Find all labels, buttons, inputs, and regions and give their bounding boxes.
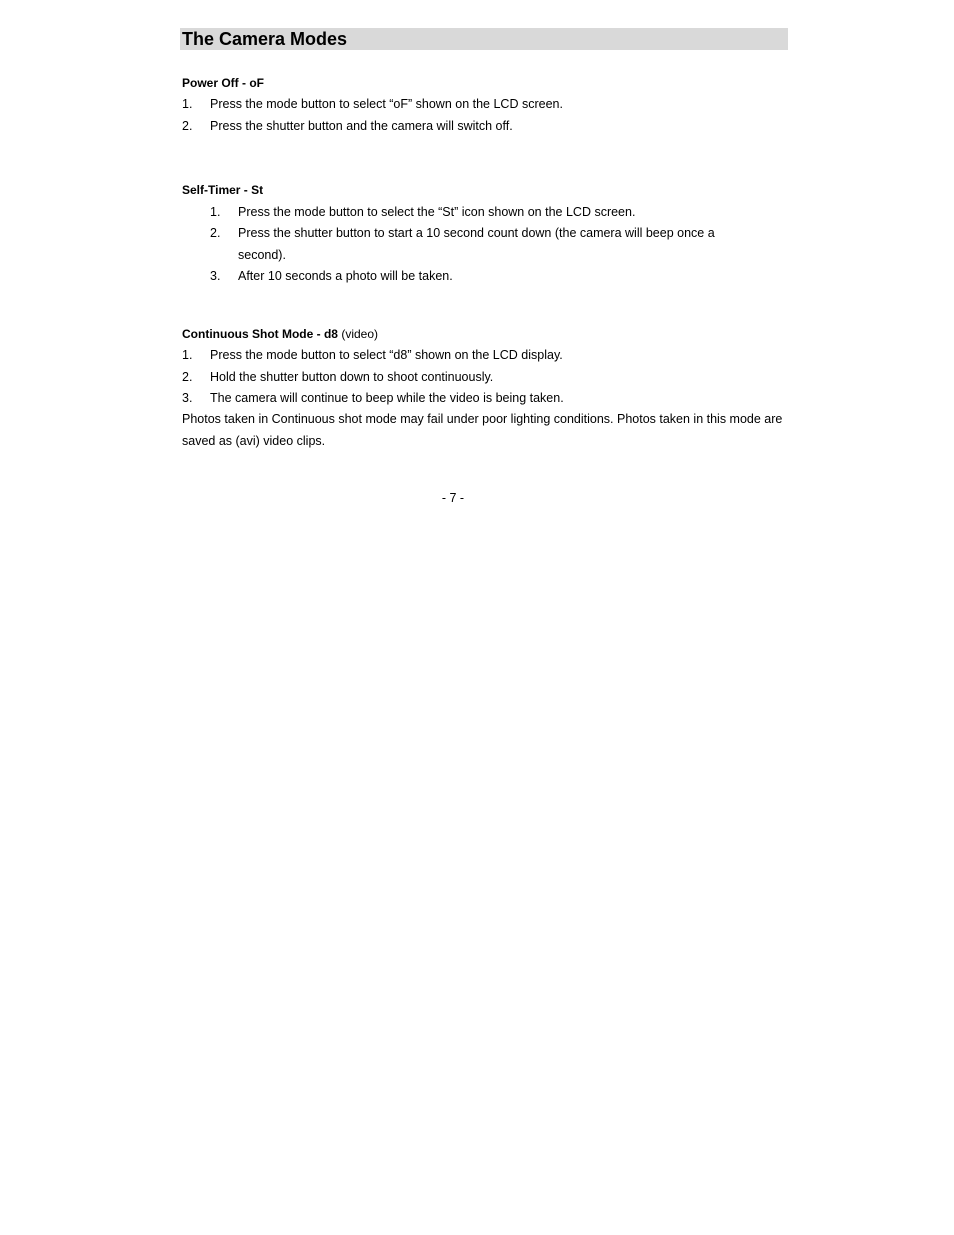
list-item-number: 1. — [182, 348, 193, 362]
list-item-number: 3. — [182, 391, 193, 405]
list-item-text: Press the mode button to select “oF” shown on the LCD screen. — [210, 97, 563, 111]
section-heading-continuous — [182, 327, 378, 341]
list-item-text: Hold the shutter button down to shoot continuously. — [210, 370, 494, 384]
list-item-number: 2. — [182, 370, 193, 384]
title-bar — [180, 28, 788, 50]
continuous-mode-note: Photos taken in Continuous shot mode may fail under poor lighting conditions. Photos taken in this mode are saved as (avi) video clips. — [182, 412, 783, 448]
page-number: - 7 - — [441, 491, 465, 505]
list-item-text: The camera will continue to beep while the video is being taken. — [210, 391, 564, 405]
list-item-text-continuation: second). — [238, 248, 286, 262]
list-item-number: 1. — [210, 205, 221, 219]
list-item-text: After 10 seconds a photo will be taken. — [238, 269, 453, 283]
section-heading-continuous-suffix: (video) — [341, 327, 379, 341]
list-item-number: 1. — [182, 97, 193, 111]
list-item-text: Press the mode button to select “d8” shown on the LCD display. — [210, 348, 563, 362]
list-item-number: 3. — [210, 269, 221, 283]
list-item-text: Press the shutter button to start a 10 second count down (the camera will beep once a — [238, 226, 715, 240]
list-item-number: 2. — [210, 226, 221, 240]
list-item-text: Press the shutter button and the camera will switch off. — [210, 119, 513, 133]
list-item-number: 2. — [182, 119, 193, 133]
section-heading-self-timer: Self-Timer - St — [182, 183, 264, 197]
section-heading-power-off: Power Off - oF — [182, 76, 264, 90]
section-heading-continuous-title: Continuous Shot Mode - d8 — [182, 327, 338, 341]
page-title: The Camera Modes — [182, 29, 348, 49]
list-item-text: Press the mode button to select the “St” icon shown on the LCD screen. — [238, 205, 636, 219]
